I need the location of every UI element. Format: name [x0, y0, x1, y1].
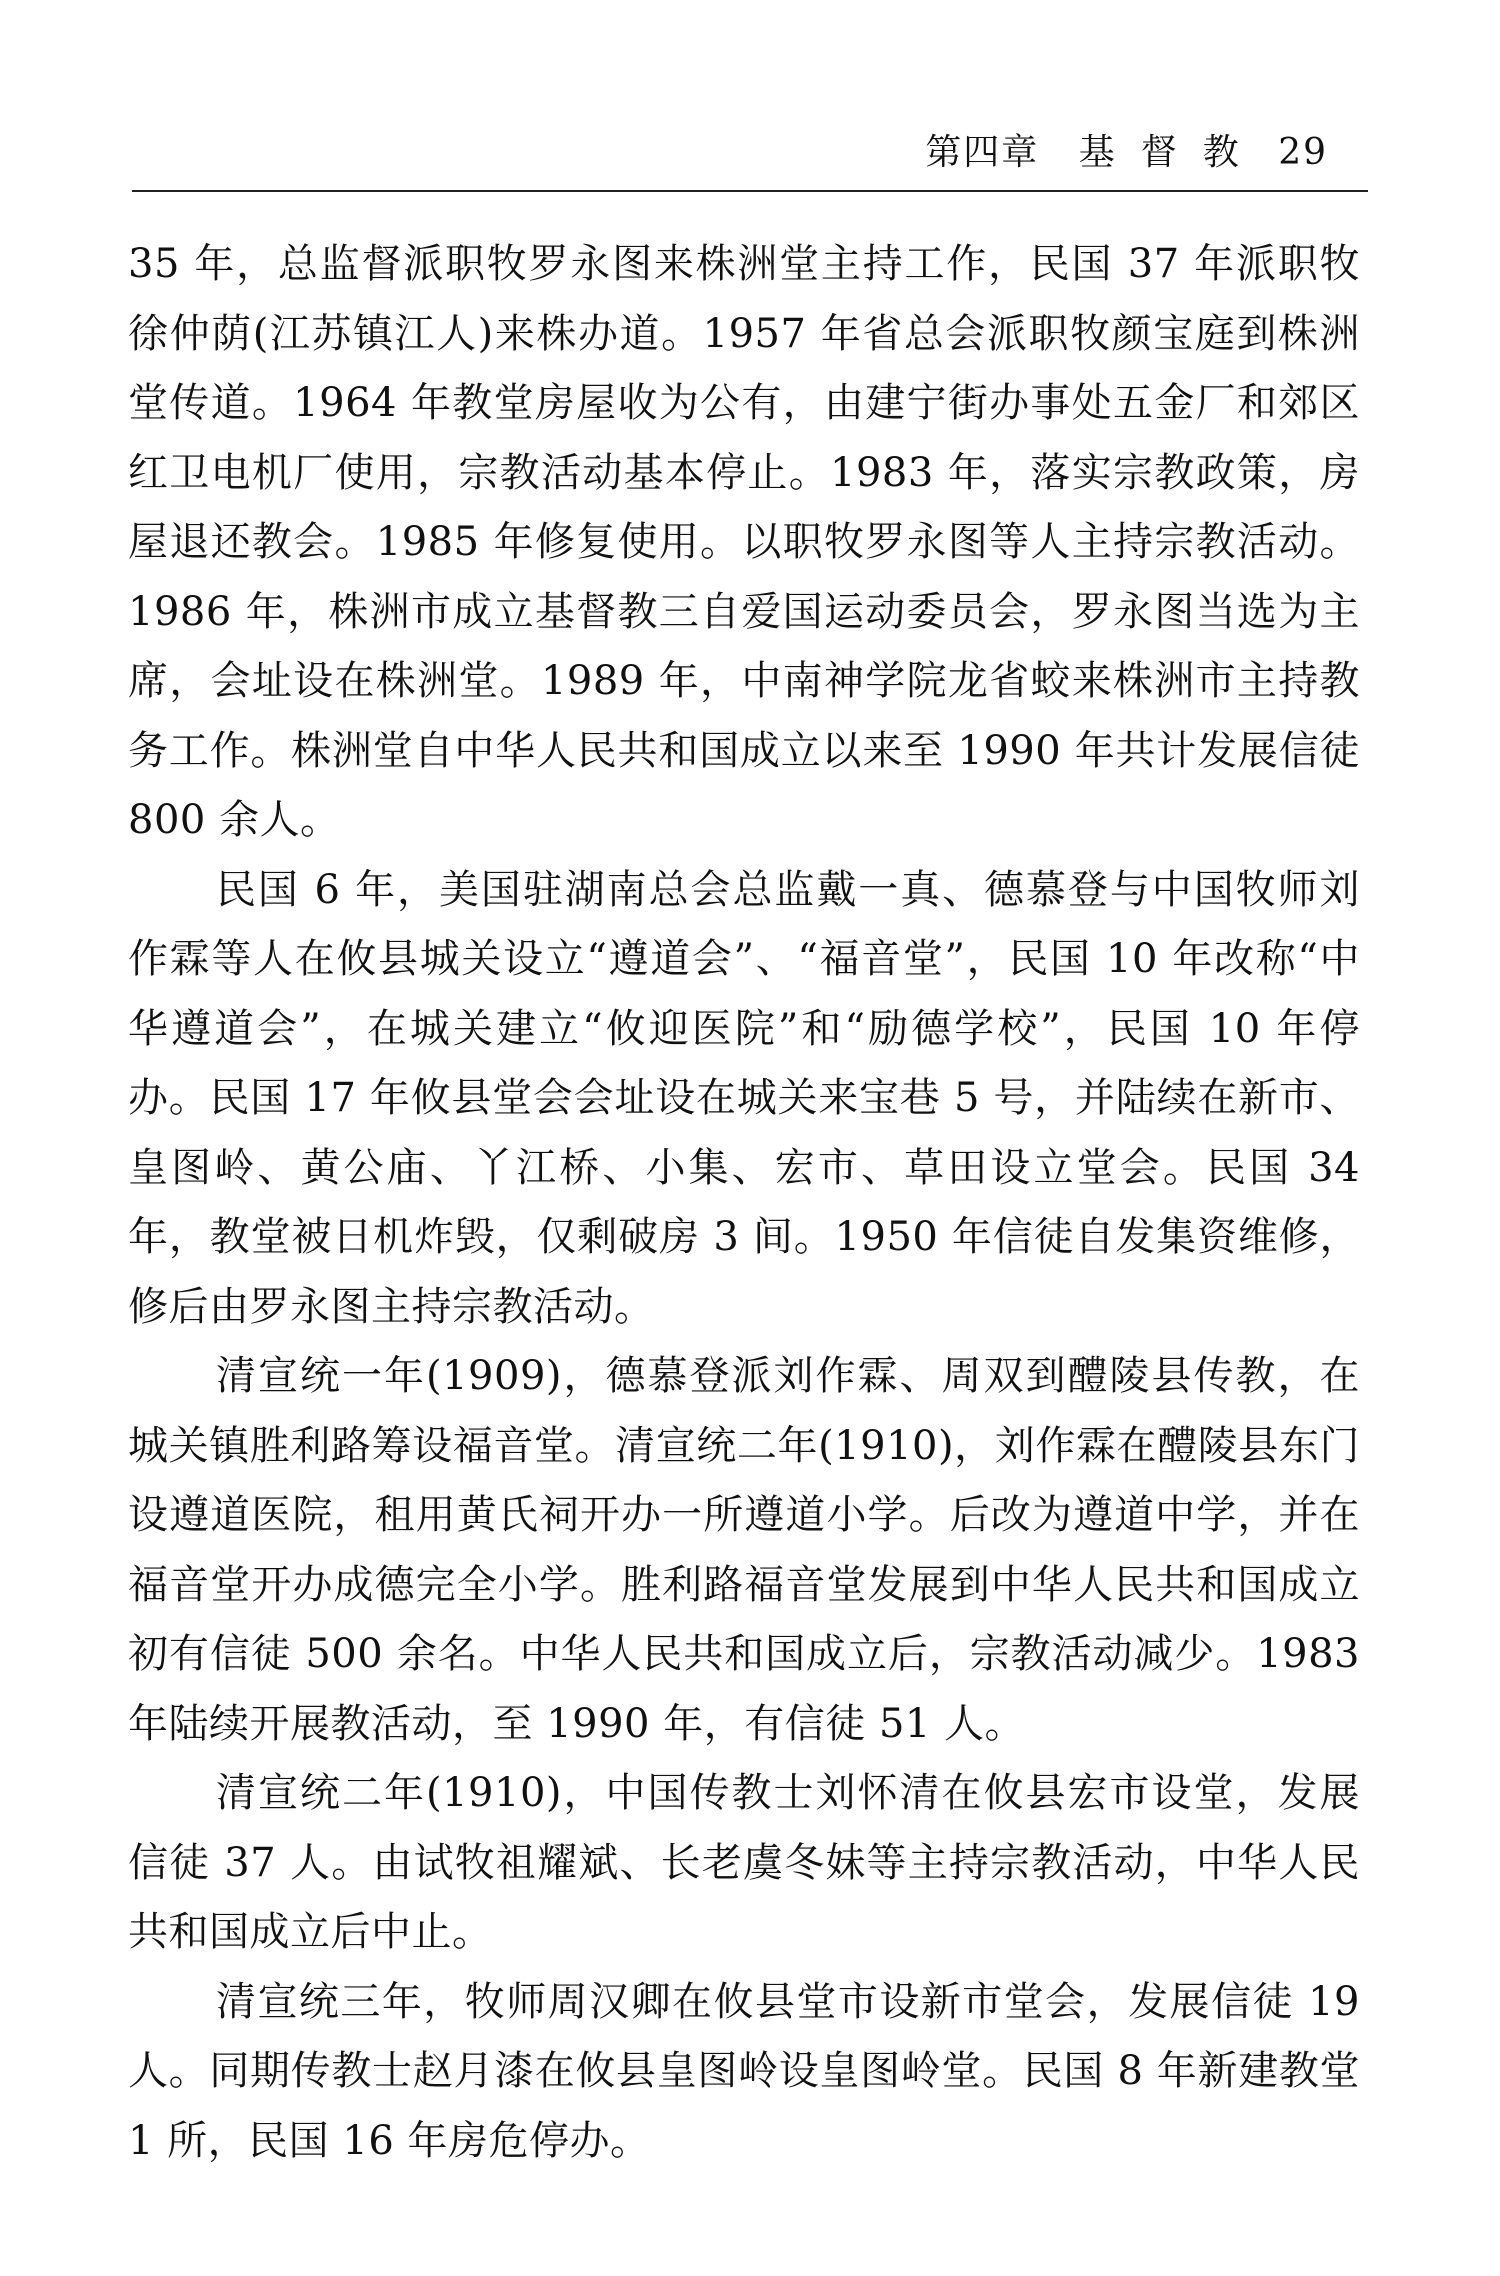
chapter-label: 第四章 — [925, 132, 1040, 173]
paragraph: 民国 6 年，美国驻湖南总会总监戴一真、德慕登与中国牧师刘作霖等人在攸县城关设立“遵道会”、“福音堂”，民国 10 年改称“中华遵道会”，在城关建立“攸迎医院”和“励德学校”，民国 10 年停办。民国 17 年攸县堂会会址设在城关来宝巷 5 号，并陆续在新市、皇图岭、黄公庙、丫江桥、小集、宏市、草田设立堂会。民国 34 年，教堂被日机炸毁，仅剩破房 3 间。1950 年信徒自发集资维修，修后由罗永图主持宗教活动。 — [128, 866, 1360, 1330]
paragraph: 清宣统一年(1909)，德慕登派刘作霖、周双到醴陵县传教，在城关镇胜利路筹设福音堂。清宣统二年(1910)，刘作霖在醴陵县东门设遵道医院，租用黄氏祠开办一所遵道小学。后改为遵道中学，并在福音堂开办成德完全小学。胜利路福音堂发展到中华人民共和国成立初有信徒 500 余名。中华人民共和国成立后，宗教活动减少。1983 年陆续开展教活动，至 1990 年，有信徒 51 人。 — [128, 1353, 1360, 1747]
running-head — [132, 128, 1368, 188]
subject-label: 基督教 — [1078, 132, 1265, 173]
page-number: 29 — [1278, 132, 1328, 173]
body-text — [128, 230, 1360, 2176]
paragraph: 35 年，总监督派职牧罗永图来株洲堂主持工作，民国 37 年派职牧徐仲荫(江苏镇江人)来株办道。1957 年省总会派职牧颜宝庭到株洲堂传道。1964 年教堂房屋收为公有，由建宁街办事处五金厂和郊区红卫电机厂使用，宗教活动基本停止。1983 年，落实宗教政策，房屋退还教会。1985 年修复使用。以职牧罗永图等人主持宗教活动。1986 年，株洲市成立基督教三自爱国运动委员会，罗永图当选为主席，会址设在株洲堂。1989 年，中南神学院龙省蛟来株洲市主持教务工作。株洲堂自中华人民共和国成立以来至 1990 年共计发展信徒 800 余人。 — [128, 241, 1360, 843]
paragraph: 清宣统三年，牧师周汉卿在攸县堂市设新市堂会，发展信徒 19 人。同期传教士赵月漆在攸县皇图岭设皇图岭堂。民国 8 年新建教堂 1 所，民国 16 年房危停办。 — [128, 1978, 1360, 2164]
paragraph: 清宣统二年(1910)，中国传教士刘怀清在攸县宏市设堂，发展信徒 37 人。由试牧祖耀斌、长老虞冬妹等主持宗教活动，中华人民共和国成立后中止。 — [128, 1770, 1360, 1955]
running-head-text — [925, 128, 1328, 178]
header-rule — [132, 190, 1368, 192]
